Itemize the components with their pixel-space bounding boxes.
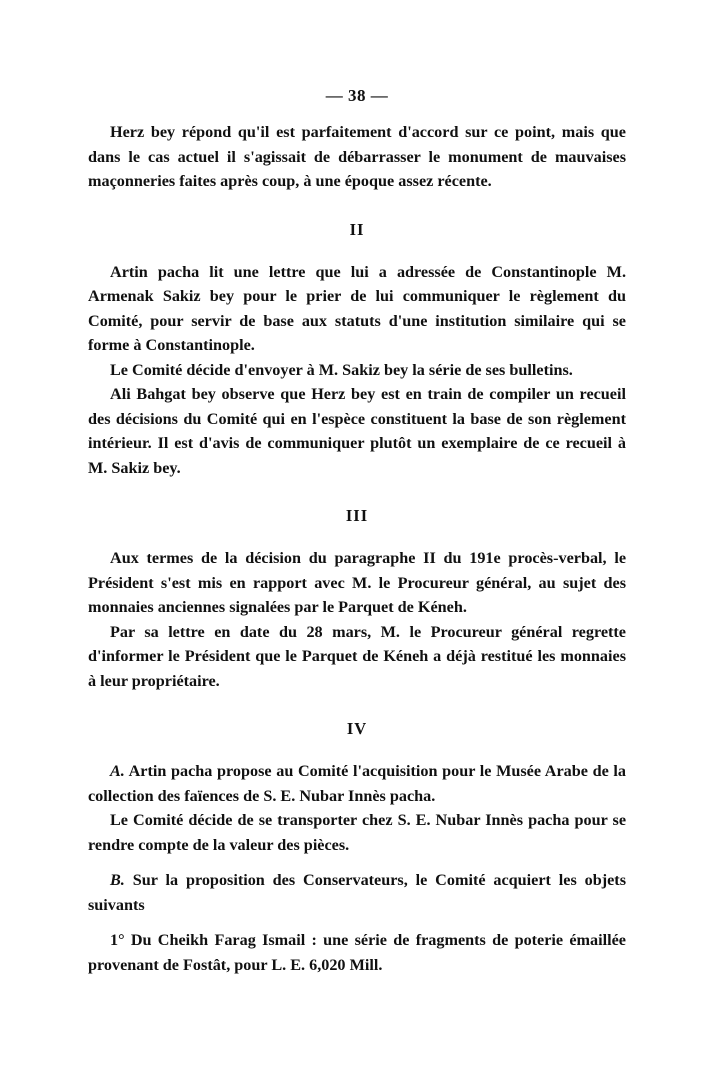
- section-iv-letter-a: A.: [110, 762, 125, 780]
- section-ii-paragraph-1: Artin pacha lit une lettre que lui a adressée de Constantinople M. Armenak Sakiz bey pour le prier de lui communiquer le règlement du Comité, pour servir de base aux statuts d'une institution similaire qui se forme à Constantinople.: [88, 262, 626, 354]
- intro-paragraph: Herz bey répond qu'il est parfaitement d'accord sur ce point, mais que dans le cas actuel il s'agissait de débarrasser le monument de mauvaises maçonneries faites après coup, à une époque assez récente.: [88, 123, 626, 190]
- section-iv-paragraph-a-follow: Le Comité décide de se transporter chez S. E. Nubar Innès pacha pour se rendre compte de la valeur des pièces.: [88, 811, 626, 854]
- section-iii-paragraph-2: Par sa lettre en date du 28 mars, M. le Procureur général regrette d'informer le Président que le Parquet de Kéneh a déjà restitué les monnaies à leur propriétaire.: [88, 622, 626, 690]
- section-iv-paragraph-a: [88, 759, 626, 808]
- section-iii-paragraph-1: Aux termes de la décision du paragraphe II du 191e procès-verbal, le Président s'est mis en rapport avec M. le Procureur général, au sujet des monnaies anciennes signalées par le Parquet de Kéneh.: [88, 549, 626, 616]
- section-heading-iv: IV: [346, 719, 368, 738]
- document-page: [88, 86, 626, 977]
- section-iv-paragraph-b: [88, 868, 626, 917]
- section-iv-text-b: Sur la proposition des Conservateurs, le Comité acquiert les objets suivants: [88, 871, 626, 914]
- section-iv-letter-b: B.: [110, 871, 125, 889]
- section-iv-text-a: Artin pacha propose au Comité l'acquisition pour le Musée Arabe de la collection des faïences de S. E. Nubar Innès pacha.: [88, 762, 626, 805]
- section-heading-iii: III: [345, 506, 369, 525]
- page-number: — 38 —: [325, 86, 389, 105]
- section-ii-paragraph-3: Ali Bahgat bey observe que Herz bey est en train de compiler un recueil des décisions du Comité qui en l'espèce constituent la base de son règlement intérieur. Il est d'avis de communiquer plutôt un exemplaire de ce recueil à M. Sakiz bey.: [88, 385, 626, 477]
- section-ii-paragraph-2: Le Comité décide d'envoyer à M. Sakiz bey la série de ses bulletins.: [110, 360, 573, 379]
- paragraph-gap: [88, 917, 626, 928]
- section-heading-ii: II: [349, 219, 365, 239]
- section-iv-item-1: 1° Du Cheikh Farag Ismail : une série de fragments de poterie émaillée provenant de Fostât, pour L. E. 6,020 Mill.: [88, 931, 626, 974]
- paragraph-gap: [88, 857, 626, 868]
